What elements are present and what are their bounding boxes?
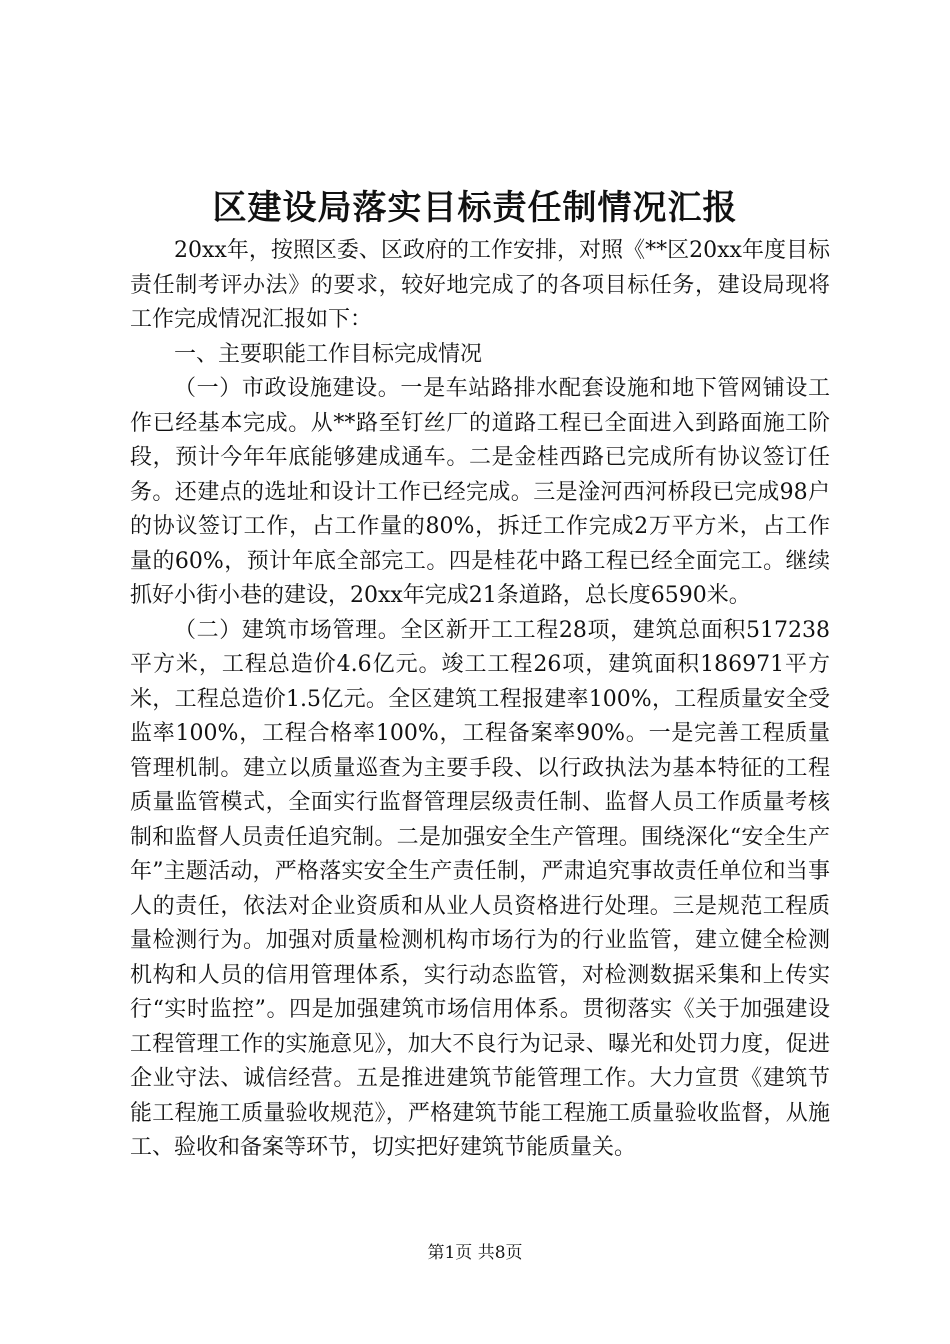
section-heading: 一、主要职能工作目标完成情况 (174, 341, 483, 367)
municipal-facilities-paragraph: （一）市政设施建设。一是车站路排水配套设施和地下管网铺设工作已经基本完成。从**路至钉丝厂的道路工程已全面进入到路面施工阶段，预计今年年底能够建成通车。二是金桂西路已完成所有协议签订任务。还建点的选址和设计工作已经完成。三是淦河西河桥段已完成98户的协议签订工作，占工作量的80%，拆迁工作完成2万平方米，占工作量的60%，预计年底全部完工。四是桂花中路工程已经全面完工。继续抓好小街小巷的建设，20xx年完成21条道路，总长度6590米。 (130, 376, 830, 608)
document-title: 区建设局落实目标责任制情况汇报 (212, 188, 738, 228)
intro-paragraph: 20xx年，按照区委、区政府的工作安排，对照《**区20xx年度目标责任制考评办法》的要求，较好地完成了的各项目标任务，建设局现将工作完成情况汇报如下： (130, 238, 830, 332)
construction-market-paragraph: （二）建筑市场管理。全区新开工工程28项，建筑总面积517238平方米，工程总造价4.6亿元。竣工工程26项，建筑面积186971平方米，工程总造价1.5亿元。全区建筑工程报建率100%，工程质量安全受监率100%，工程合格率100%，工程备案率90%。一是完善工程质量管理机制。建立以质量巡查为主要手段、以行政执法为基本特征的工程质量监管模式，全面实行监督管理层级责任制、监督人员工作质量考核制和监督人员责任追究制。二是加强安全生产管理。围绕深化“安全生产年”主题活动，严格落实安全生产责任制，严肃追究事故责任单位和当事人的责任，依法对企业资质和从业人员资格进行处理。三是规范工程质量检测行为。加强对质量检测机构市场行为的行业监管，建立健全检测机构和人员的信用管理体系，实行动态监管，对检测数据采集和上传实行“实时监控”。四是加强建筑市场信用体系。贯彻落实《关于加强建设工程管理工作的实施意见》，加大不良行为记录、曝光和处罚力度，促进企业守法、诚信经营。五是推进建筑节能管理工作。大力宣贯《建筑节能工程施工质量验收规范》，严格建筑节能工程施工质量验收监督，从施工、验收和备案等环节，切实把好建筑节能质量关。 (130, 617, 830, 1160)
page-number-footer: 第1页 共8页 (427, 1243, 523, 1263)
document-body (130, 234, 830, 1166)
